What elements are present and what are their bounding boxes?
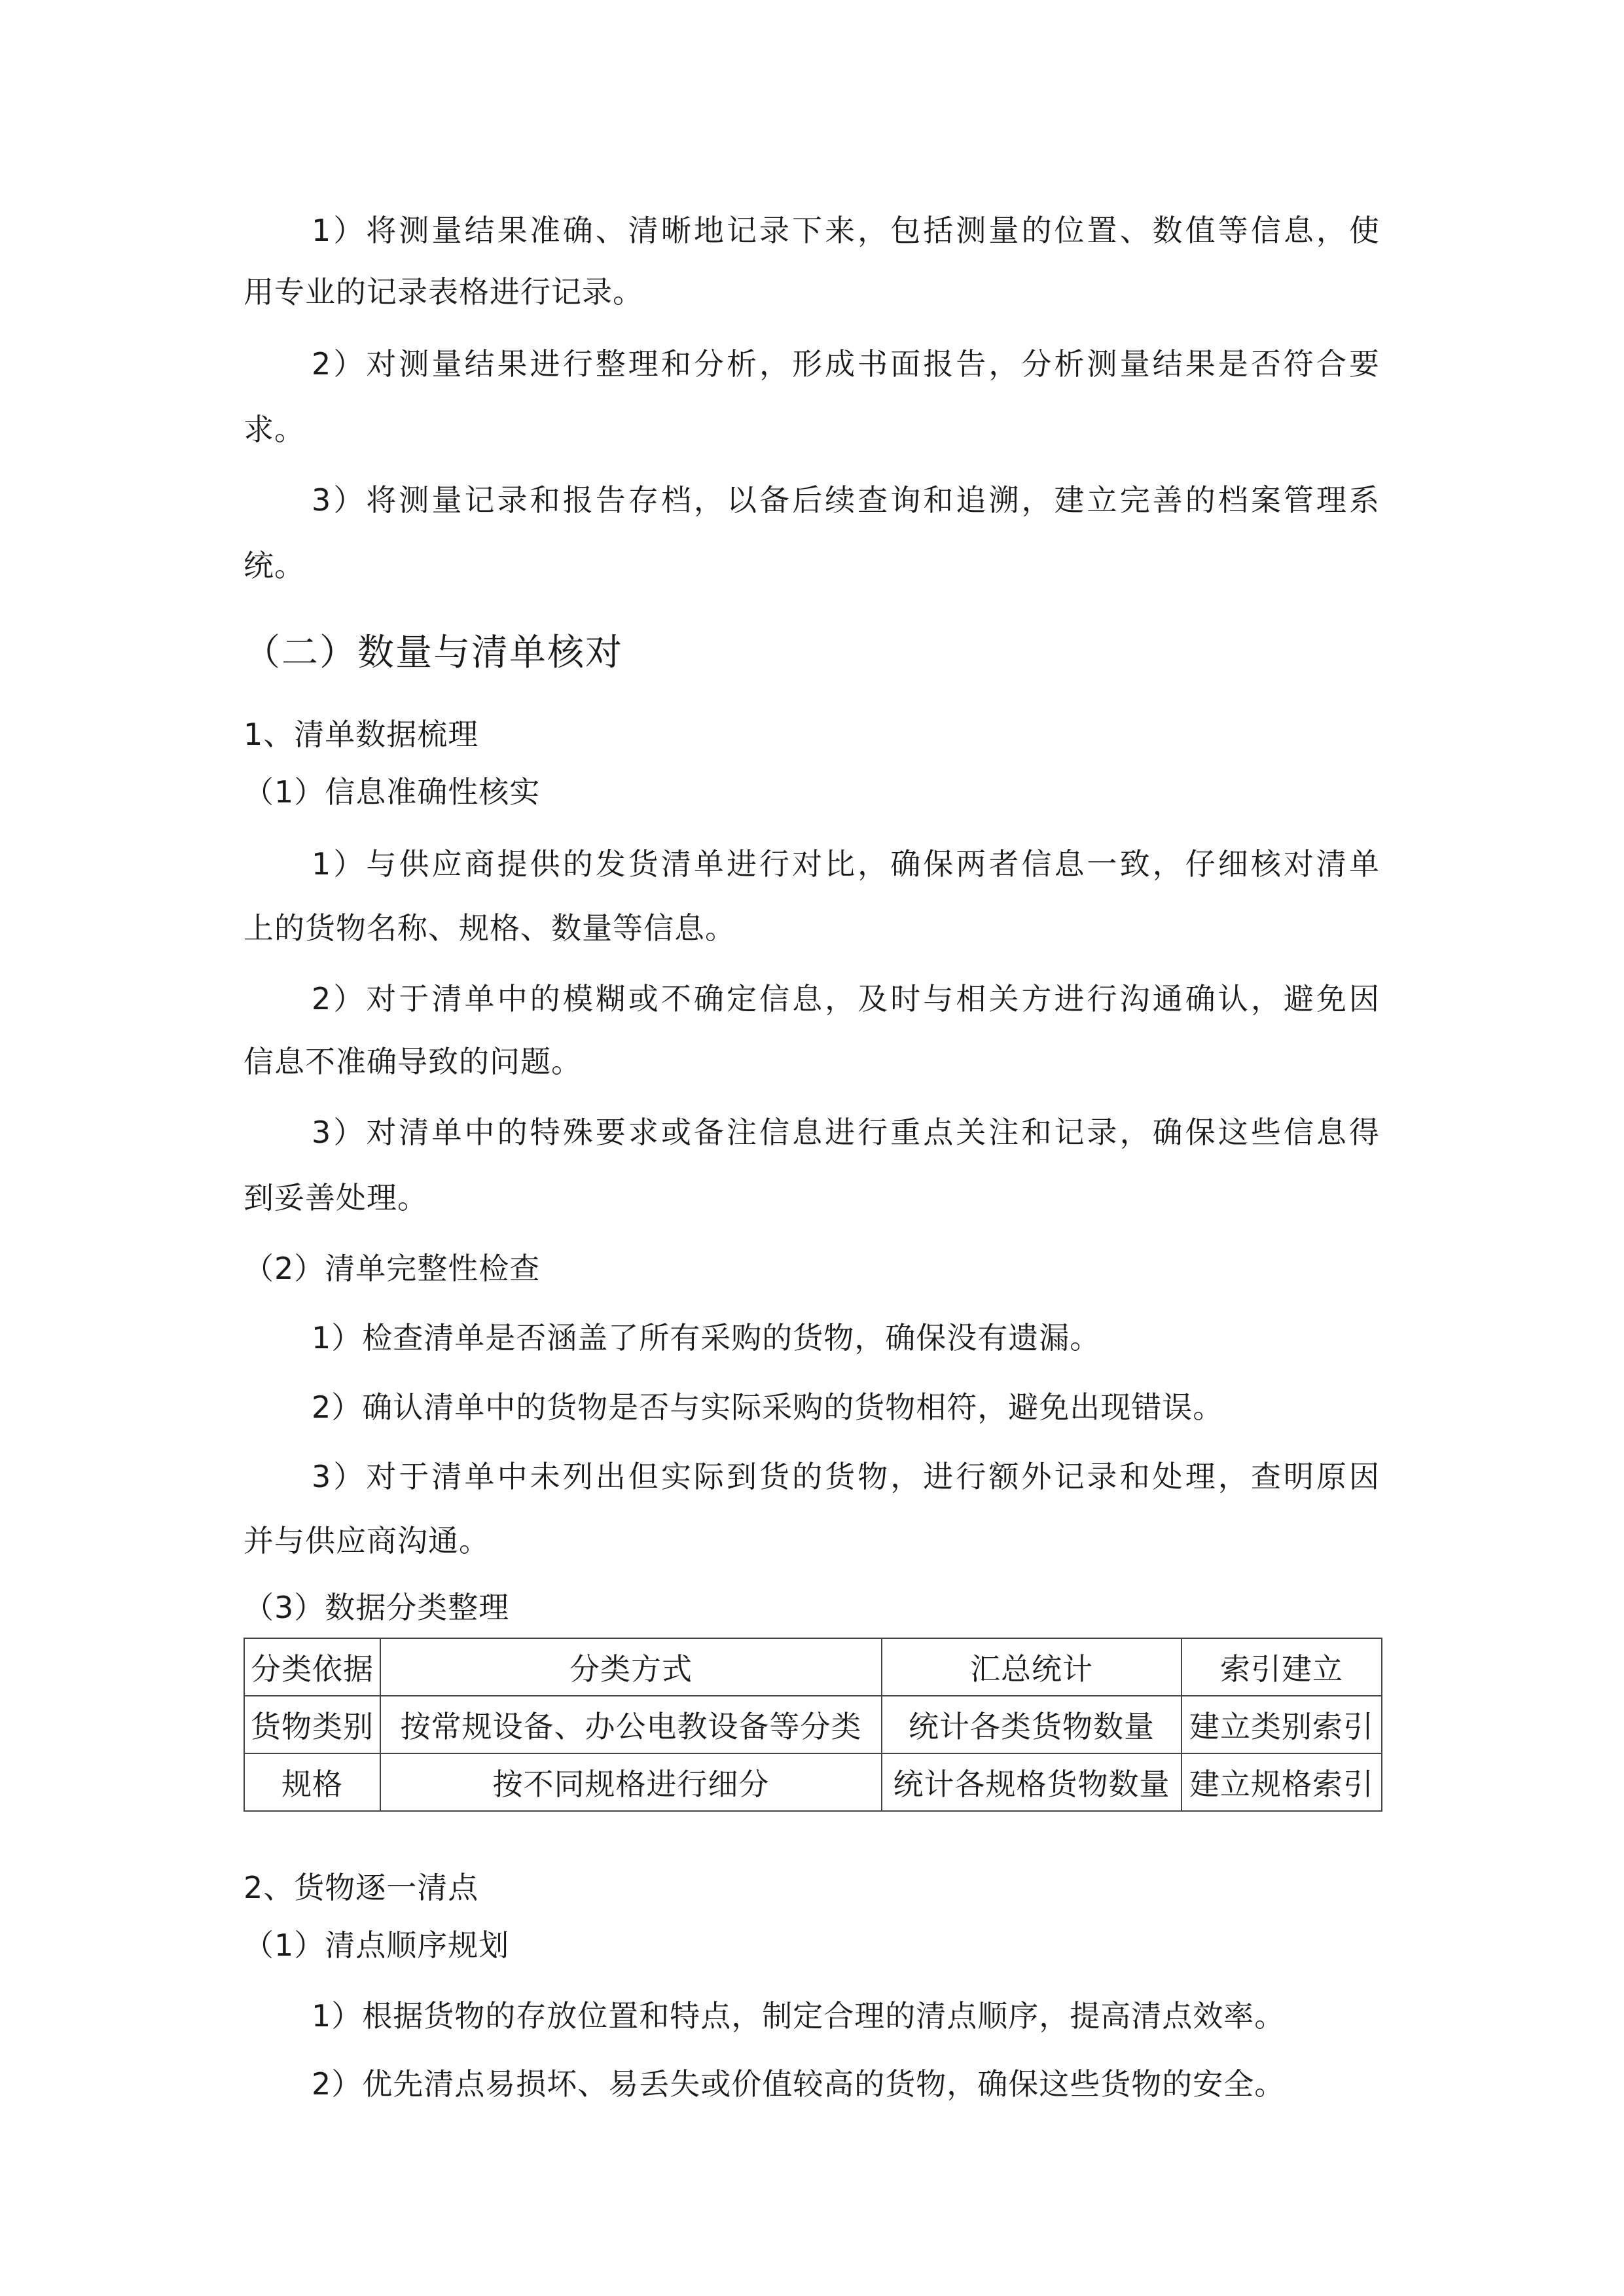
item-title: （1）清点顺序规划	[244, 1928, 510, 1963]
paragraph-line: 1）检查清单是否涵盖了所有采购的货物，确保没有遗漏。	[312, 1320, 1101, 1355]
paragraph-line: 3）对于清单中未列出但实际到货的货物，进行额外记录和处理，查明原因	[312, 1459, 1380, 1494]
paragraph-line: 统。	[244, 548, 305, 583]
table-cell: 按常规设备、办公电教设备等分类	[380, 1696, 882, 1753]
section-heading: （二）数量与清单核对	[244, 632, 623, 674]
paragraph-line: 2）对于清单中的模糊或不确定信息，及时与相关方进行沟通确认，避免因	[312, 981, 1380, 1016]
table-header-cell: 分类方式	[380, 1638, 882, 1696]
subsection-title: 2、货物逐一清点	[244, 1870, 479, 1905]
table-cell: 统计各规格货物数量	[882, 1753, 1182, 1811]
paragraph-line: 2）对测量结果进行整理和分析，形成书面报告，分析测量结果是否符合要	[312, 346, 1380, 382]
paragraph-line: 2）优先清点易损坏、易丢失或价值较高的货物，确保这些货物的安全。	[312, 2066, 1286, 2102]
paragraph-line: 到妥善处理。	[244, 1180, 428, 1215]
paragraph-line: 求。	[244, 412, 305, 447]
paragraph-line: 1）将测量结果准确、清晰地记录下来，包括测量的位置、数值等信息，使	[312, 213, 1380, 248]
item-title: （3）数据分类整理	[244, 1590, 510, 1625]
table-cell: 货物类别	[244, 1696, 380, 1753]
paragraph-line: 信息不准确导致的问题。	[244, 1044, 582, 1079]
paragraph-line: 1）根据货物的存放位置和特点，制定合理的清点顺序，提高清点效率。	[312, 1998, 1286, 2034]
paragraph-line: 上的货物名称、规格、数量等信息。	[244, 910, 736, 946]
paragraph-line: 3）对清单中的特殊要求或备注信息进行重点关注和记录，确保这些信息得	[312, 1115, 1380, 1150]
table-cell: 规格	[244, 1753, 380, 1811]
table-header-cell: 汇总统计	[882, 1638, 1182, 1696]
subsection-title: 1、清单数据梳理	[244, 717, 479, 752]
paragraph-line: 3）将测量记录和报告存档，以备后续查询和追溯，建立完善的档案管理系	[312, 482, 1380, 518]
item-title: （2）清单完整性检查	[244, 1251, 541, 1286]
table-header-cell: 分类依据	[244, 1638, 380, 1696]
paragraph-line: 并与供应商沟通。	[244, 1523, 490, 1558]
table-header-row	[244, 1638, 1382, 1696]
table-cell: 按不同规格进行细分	[380, 1753, 882, 1811]
table-row	[244, 1696, 1382, 1753]
table-cell: 建立类别索引	[1182, 1696, 1382, 1753]
paragraph-line: 2）确认清单中的货物是否与实际采购的货物相符，避免出现错误。	[312, 1390, 1224, 1425]
table-cell: 建立规格索引	[1182, 1753, 1382, 1811]
table-cell: 统计各类货物数量	[882, 1696, 1182, 1753]
item-title: （1）信息准确性核实	[244, 774, 541, 810]
table-header-cell: 索引建立	[1182, 1638, 1382, 1696]
paragraph-line: 用专业的记录表格进行记录。	[244, 274, 643, 310]
table-row	[244, 1753, 1382, 1811]
classification-table	[244, 1638, 1382, 1812]
paragraph-line: 1）与供应商提供的发货清单进行对比，确保两者信息一致，仔细核对清单	[312, 846, 1380, 882]
